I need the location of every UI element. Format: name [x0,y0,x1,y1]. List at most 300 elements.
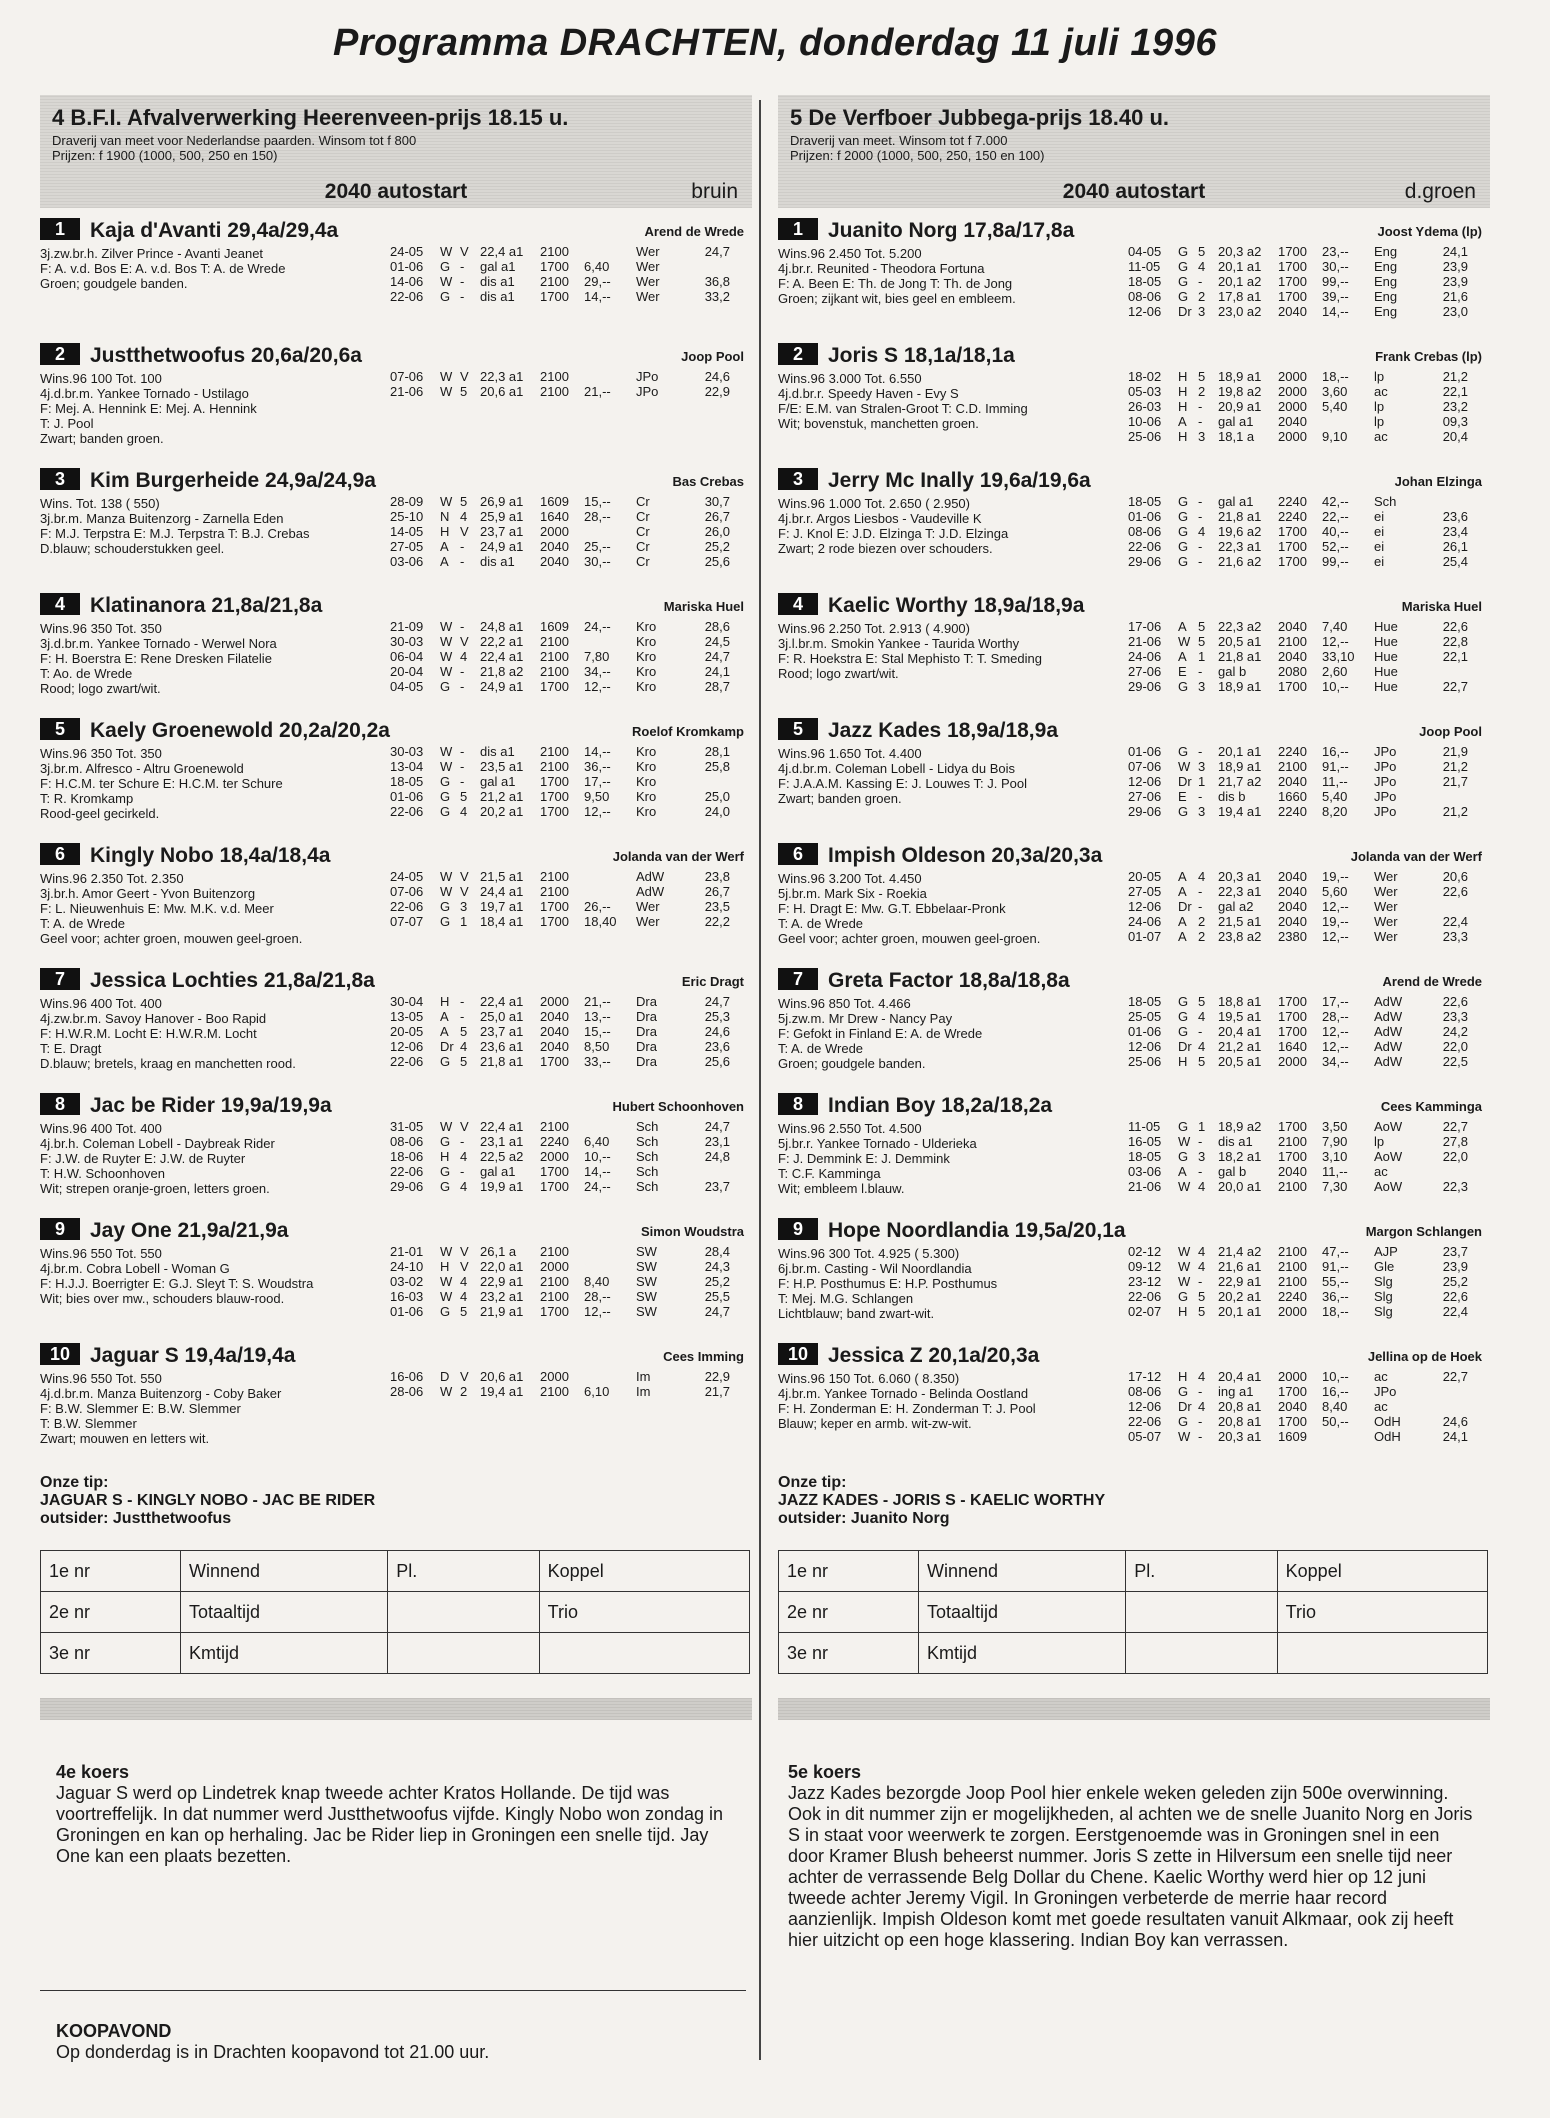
horse-driver: Mariska Huel [663,599,744,614]
form-cell: G [440,679,451,694]
form-cell: 16-03 [390,1289,424,1304]
form-cell: G [1178,524,1189,539]
form-cell: 22,9 a1 [1218,1274,1262,1289]
form-cell: W [440,1274,453,1289]
form-row [1128,899,1468,914]
form-cell: A [1178,929,1187,944]
form-cell: 23,7 [704,1179,730,1194]
form-cell: 29-06 [1128,554,1162,569]
horse-name: Greta Factor 18,8a/18,8a [828,969,1070,992]
form-cell: gal a1 [1218,494,1254,509]
horse-info-line: Lichtblauw; band zwart-wit. [778,1306,935,1321]
form-cell: 29-06 [1128,679,1162,694]
form-cell: Dr [1178,899,1192,914]
form-row [390,1134,730,1149]
form-cell: 21,2 [1442,369,1468,384]
form-cell: 6,40 [584,259,610,274]
form-cell: 26,7 [704,509,730,524]
form-row [1128,1414,1468,1429]
form-cell: JPo [636,369,659,384]
form-cell: 23,3 [1442,929,1468,944]
horse-driver: Jolanda van der Werf [612,849,744,864]
form-cell: 21,8 a2 [480,664,524,679]
horse-driver: Jolanda van der Werf [1350,849,1482,864]
horse-info-line: Wins.96 100 Tot. 100 [40,371,162,386]
form-cell: 20,6 [1442,869,1468,884]
form-cell: Slg [1374,1274,1393,1289]
form-row [1128,384,1468,399]
horse-form [1128,994,1468,1069]
form-cell: 1 [460,914,468,929]
form-cell: 1700 [540,1179,569,1194]
form-cell: 1700 [1278,1119,1307,1134]
form-cell: Kro [636,619,657,634]
form-cell: 24,2 [1442,1024,1468,1039]
horse-form [1128,869,1468,944]
form-cell: G [440,899,451,914]
horse-driver: Eric Dragt [681,974,744,989]
form-cell: - [460,1009,465,1024]
form-cell: JPo [1374,804,1397,819]
form-cell: Dr [440,1039,454,1054]
form-cell: SW [636,1244,657,1259]
form-cell: 21,9 [1442,744,1468,759]
form-cell: 1 [1198,774,1206,789]
form-cell: 01-06 [1128,509,1162,524]
form-cell: 07-06 [1128,759,1162,774]
result-cell[interactable]: Winnend [180,1551,387,1592]
form-cell: 24,6 [704,369,730,384]
tip-picks: JAGUAR S - KINGLY NOBO - JAC BE RIDER [40,1492,376,1509]
form-cell: 23,7 a1 [480,524,524,539]
form-cell: 2040 [1278,1399,1307,1414]
horse-info-line: F: H.W.R.M. Locht E: H.W.R.M. Locht [40,1026,257,1041]
race-prizes: Prijzen: f 2000 (1000, 500, 250, 150 en 100) [790,148,1045,163]
horse-name: Hope Noordlandia 19,5a/20,1a [828,1219,1126,1242]
form-cell: 16-05 [1128,1134,1162,1149]
race-4-column [40,95,752,1867]
horse-number: 7 [778,968,818,990]
form-row [390,1024,730,1039]
form-cell: 1700 [540,1164,569,1179]
form-cell: G [440,1179,451,1194]
result-cell[interactable]: 1e nr [779,1551,919,1592]
race-color: bruin [691,180,738,203]
form-cell: 4 [1198,259,1206,274]
form-cell: - [460,774,465,789]
horse-list [778,218,1490,1468]
result-cell[interactable] [388,1592,539,1633]
horse-list [40,218,752,1468]
form-cell: 07-06 [390,884,424,899]
form-cell: W [440,1244,453,1259]
result-cell[interactable] [539,1633,749,1674]
horse-entry [778,1093,1490,1218]
horse-form [390,619,730,694]
form-cell: 8,40 [584,1274,610,1289]
form-cell: gal a1 [1218,414,1254,429]
horse-info-line: Rood; logo zwart/wit. [778,666,899,681]
horse-name: Justthetwoofus 20,6a/20,6a [90,344,362,367]
result-cell[interactable]: Trio [1277,1592,1487,1633]
form-cell: 36,-- [1322,1289,1349,1304]
result-cell[interactable]: Trio [539,1592,749,1633]
horse-driver: Mariska Huel [1401,599,1482,614]
form-cell: Kro [636,804,657,819]
form-cell: 6,10 [584,1384,610,1399]
form-cell: - [1198,509,1203,524]
form-cell: Kro [636,744,657,759]
form-cell: 26,0 [704,524,730,539]
form-cell: 2100 [540,369,569,384]
form-cell: 4 [1198,1179,1206,1194]
form-cell: 5 [1198,619,1206,634]
race-description [52,133,740,163]
form-cell: 2040 [540,539,569,554]
form-cell: 21,6 a1 [1218,1259,1262,1274]
result-cell[interactable]: Kmtijd [918,1633,1125,1674]
form-cell: gal b [1218,1164,1247,1179]
form-cell: 22,0 a1 [480,1259,524,1274]
form-row [1128,274,1468,289]
form-cell: - [1198,744,1203,759]
form-row [390,1179,730,1194]
form-cell: V [460,634,469,649]
form-cell: 21-09 [390,619,424,634]
form-cell: dis a1 [1218,1134,1253,1149]
form-cell: 12,-- [1322,634,1349,649]
form-cell: N [440,509,450,524]
result-cell[interactable]: 3e nr [779,1633,919,1674]
result-cell[interactable]: Pl. [1126,1551,1277,1592]
form-cell: H [1178,1369,1188,1384]
form-cell: 30-03 [390,634,424,649]
tip-outsider: outsider: Juanito Norg [778,1510,950,1527]
form-cell: 5 [460,494,468,509]
form-cell: 21,2 [1442,759,1468,774]
form-cell: 1700 [1278,524,1307,539]
tip-block [778,1474,1490,1528]
form-cell: - [1198,554,1203,569]
commentary-text: Jazz Kades bezorgde Joop Pool hier enkele weken geleden zijn 500e overwinning. Ook in dit nummer zijn er mogelijkheden, al achten we de snelle Juanito Norg en Joris S in staat voor weerwerk te zorgen. Eerstgenoemde was in Groningen snel in een door Kramer Blush beheerst nummer. Joris S zette in Hilversum een snelle tijd neer achter de verrassende Belg Dollar du Chene. Kaelic Worthy werd hier op 12 juni tweede achter Jeremy Vigil. In Groningen verbeterde de merrie haar record aanzienlijk. Impish Oldeson komt met goede resultaten vanuit Alkmaar, ook zij heeft hier uitzicht op een hoge klassering. Indian Boy kan verrassen. [788,1783,1473,1950]
form-row [390,679,730,694]
shade-bar [40,1698,752,1720]
form-row [390,1384,730,1399]
commentary-text: Jaguar S werd op Lindetrek knap tweede achter Kratos Hollande. De tijd was voortreffelijk. In dat nummer werd Justthetwoofus vijfde. Kingly Nobo won zondag in Groningen en kan op herhaling. Jac be Rider liep in Groningen een snelle tijd. Jay One kan een plaats bezetten. [56,1783,724,1866]
form-cell: A [1178,649,1187,664]
form-cell: 18-02 [1128,369,1162,384]
form-cell: 16,-- [1322,1384,1349,1399]
form-cell: 22,6 [1442,994,1468,1009]
form-cell: 1700 [540,899,569,914]
horse-number: 5 [778,718,818,740]
form-cell: 2100 [540,634,569,649]
form-cell: 12,-- [1322,929,1349,944]
horse-info-line: 4j.br.r. Reunited - Theodora Fortuna [778,261,985,276]
form-cell: 19,6 a2 [1218,524,1262,539]
result-cell[interactable] [1277,1633,1487,1674]
form-cell: 26,1 [1442,539,1468,554]
form-cell: 4 [460,509,468,524]
form-row [390,1164,730,1179]
form-cell: Hue [1374,664,1398,679]
form-cell: G [1178,1289,1189,1304]
horse-name: Jerry Mc Inally 19,6a/19,6a [828,469,1091,492]
form-cell: Eng [1374,259,1398,274]
form-cell: 2240 [1278,494,1307,509]
horse-form [1128,244,1468,319]
form-row [1128,429,1468,444]
form-cell: 24,1 [1442,244,1468,259]
form-cell: V [460,1244,469,1259]
form-row [390,384,730,399]
form-cell: 24,8 [704,1149,730,1164]
horse-info-line: Wins.96 400 Tot. 400 [40,1121,162,1136]
horse-info-line: Wins.96 2.350 Tot. 2.350 [40,871,184,886]
result-cell[interactable] [388,1633,539,1674]
form-cell: 12,-- [1322,1024,1349,1039]
form-cell: 19,9 a1 [480,1179,524,1194]
result-cell[interactable] [1126,1592,1277,1633]
form-cell: 33,10 [1322,649,1355,664]
form-cell: 25,2 [704,539,730,554]
form-cell: 22-06 [1128,1414,1162,1429]
form-cell: 22,7 [1442,1369,1468,1384]
result-cell[interactable]: Kmtijd [180,1633,387,1674]
form-cell: 22,3 a2 [1218,619,1262,634]
horse-form [1128,1369,1468,1444]
form-cell: G [1178,1009,1189,1024]
form-cell: 2 [1198,929,1206,944]
form-cell: 22,6 [1442,884,1468,899]
form-row [390,664,730,679]
form-cell: 5 [460,789,468,804]
form-cell: 12-06 [1128,899,1162,914]
form-cell: 12,-- [584,679,611,694]
horse-number: 9 [40,1218,80,1240]
form-cell: 03-06 [1128,1164,1162,1179]
form-cell: 20,8 a1 [1218,1414,1262,1429]
form-cell: Eng [1374,274,1398,289]
form-cell: 16,-- [1322,744,1349,759]
form-row [390,289,730,304]
form-row [1128,1369,1468,1384]
form-cell: A [1178,1164,1187,1179]
horse-name: Jessica Z 20,1a/20,3a [828,1344,1040,1367]
horse-number: 2 [778,343,818,365]
form-cell: 20,2 a1 [1218,1289,1262,1304]
form-cell: OdH [1374,1414,1401,1429]
horse-name-line [40,968,752,994]
form-cell: 18,2 a1 [1218,1149,1262,1164]
horse-name: Kim Burgerheide 24,9a/24,9a [90,469,376,492]
horse-entry [778,593,1490,718]
form-cell: 23,1 [704,1134,730,1149]
result-cell[interactable]: Totaaltijd [180,1592,387,1633]
horse-info-line: T: C.F. Kamminga [778,1166,881,1181]
form-cell: 28-09 [390,494,424,509]
form-row [1128,494,1468,509]
form-cell: AdW [636,884,665,899]
form-cell: V [460,1119,469,1134]
horse-name: Jac be Rider 19,9a/19,9a [90,1094,332,1117]
form-cell: 2040 [1278,869,1307,884]
horse-number: 6 [40,843,80,865]
form-cell: 2040 [540,1024,569,1039]
form-cell: 2000 [1278,1369,1307,1384]
form-cell: 17-12 [1128,1369,1162,1384]
form-cell: 2240 [1278,509,1307,524]
form-cell: - [1198,899,1203,914]
form-cell: W [440,664,453,679]
form-cell: 09,3 [1442,414,1468,429]
form-cell: 22-06 [390,1054,424,1069]
form-row [390,539,730,554]
form-row [1128,1039,1468,1054]
form-cell: 24-06 [1128,649,1162,664]
result-cell[interactable]: 2e nr [41,1592,181,1633]
form-cell: SW [636,1259,657,1274]
result-cell[interactable]: Pl. [388,1551,539,1592]
horse-info-line: 4j.br.m. Yankee Tornado - Belinda Oostland [778,1386,1029,1401]
horse-driver: Arend de Wrede [644,224,744,239]
form-row [1128,414,1468,429]
horse-name: Impish Oldeson 20,3a/20,3a [828,844,1103,867]
form-cell: 24,8 a1 [480,619,524,634]
horse-info-line: 4j.d.br.r. Speedy Haven - Evy S [778,386,959,401]
form-cell: ei [1374,554,1385,569]
form-row [390,509,730,524]
form-cell: 2100 [540,1274,569,1289]
form-cell: 8,20 [1322,804,1348,819]
form-cell: 22,6 [1442,1289,1468,1304]
form-cell: 03-02 [390,1274,424,1289]
form-cell: 2000 [540,524,569,539]
form-cell: - [1198,664,1203,679]
horse-driver: Hubert Schoonhoven [612,1099,744,1114]
form-cell: 20-05 [390,1024,424,1039]
horse-name-line [778,468,1490,494]
form-cell: 22,4 a1 [480,1119,524,1134]
form-cell: 1609 [1278,1429,1307,1444]
form-cell: Kro [636,679,657,694]
form-cell: Cr [636,509,650,524]
form-cell: ac [1374,1164,1388,1179]
form-cell: 55,-- [1322,1274,1349,1289]
result-cell[interactable]: Totaaltijd [918,1592,1125,1633]
result-cell[interactable]: Winnend [918,1551,1125,1592]
form-cell: 22,4 [1442,914,1468,929]
form-cell: 08-06 [1128,289,1162,304]
horse-info-line: F/E: E.M. van Stralen-Groot T: C.D. Imming [778,401,1028,416]
form-cell: 2100 [540,884,569,899]
horse-info-line: 3j.zw.br.h. Zilver Prince - Avanti Jeanet [40,246,264,261]
result-cell[interactable] [1126,1633,1277,1674]
form-cell: 27-06 [1128,664,1162,679]
form-cell: 23,9 [1442,1259,1468,1274]
form-cell: Wer [636,244,660,259]
result-cell[interactable]: 1e nr [41,1551,181,1592]
form-cell: 36,-- [584,759,611,774]
form-cell: 25-06 [1128,429,1162,444]
race-title: 4 B.F.I. Afvalverwerking Heerenveen-prijs 18.15 u. [52,105,569,130]
horse-info-line: 4j.d.br.m. Coleman Lobell - Lidya du Bois [778,761,1016,776]
form-cell: 3 [1198,429,1206,444]
result-cell[interactable]: Koppel [1277,1551,1487,1592]
form-row [1128,259,1468,274]
horse-info-line: F: H.P. Posthumus E: H.P. Posthumus [778,1276,998,1291]
horse-entry [40,218,752,343]
form-cell: 2240 [1278,1289,1307,1304]
form-cell: V [460,884,469,899]
form-cell: 24-05 [390,869,424,884]
horse-info-line: 5j.zw.m. Mr Drew - Nancy Pay [778,1011,953,1026]
form-row [390,804,730,819]
form-cell: AoW [1374,1179,1403,1194]
form-cell: 1700 [1278,554,1307,569]
form-cell: 22,1 [1442,384,1468,399]
form-cell: H [1178,384,1188,399]
horse-form [390,244,730,304]
horse-entry [778,843,1490,968]
form-cell: 2100 [540,244,569,259]
form-cell: AdW [1374,1009,1403,1024]
form-cell: 02-07 [1128,1304,1162,1319]
result-row [779,1551,1488,1592]
form-cell: W [1178,1244,1191,1259]
horse-info-line: F: J. Demmink E: J. Demmink [778,1151,950,1166]
result-cell[interactable]: 3e nr [41,1633,181,1674]
form-cell: 21-06 [1128,1179,1162,1194]
form-cell: 08-06 [1128,524,1162,539]
form-cell: 33,-- [584,1054,611,1069]
result-cell[interactable]: 2e nr [779,1592,919,1633]
form-cell: 23,5 [704,899,730,914]
form-cell: 2040 [1278,414,1307,429]
horse-name-line [778,718,1490,744]
form-cell: A [440,1024,449,1039]
horse-number: 1 [40,218,80,240]
form-cell: 1700 [1278,289,1307,304]
horse-entry [778,468,1490,593]
tip-label: Onze tip: [778,1474,847,1491]
form-cell: 23,8 a2 [1218,929,1262,944]
race-prizes: Prijzen: f 1900 (1000, 500, 250 en 150) [52,148,278,163]
tip-label: Onze tip: [40,1474,109,1491]
form-cell: 21,8 a1 [1218,509,1262,524]
form-cell: 2 [1198,289,1206,304]
form-cell: 18,-- [1322,1304,1349,1319]
form-cell: 30,-- [584,554,611,569]
form-cell: SW [636,1274,657,1289]
form-cell: ac [1374,429,1388,444]
form-row [390,494,730,509]
form-cell: AdW [1374,1039,1403,1054]
form-cell: 2100 [540,759,569,774]
form-cell: - [460,619,465,634]
form-cell: 24,-- [584,1179,611,1194]
form-cell: 91,-- [1322,1259,1349,1274]
form-cell: 13-05 [390,1009,424,1024]
result-cell[interactable]: Koppel [539,1551,749,1592]
form-cell: JPo [1374,759,1397,774]
form-cell: 2100 [540,1244,569,1259]
form-cell: Cr [636,494,650,509]
form-cell: 2100 [1278,1259,1307,1274]
form-cell: 20,4 a1 [1218,1024,1262,1039]
horse-info-line: Wins.96 550 Tot. 550 [40,1371,162,1386]
form-cell: 20,0 a1 [1218,1179,1262,1194]
